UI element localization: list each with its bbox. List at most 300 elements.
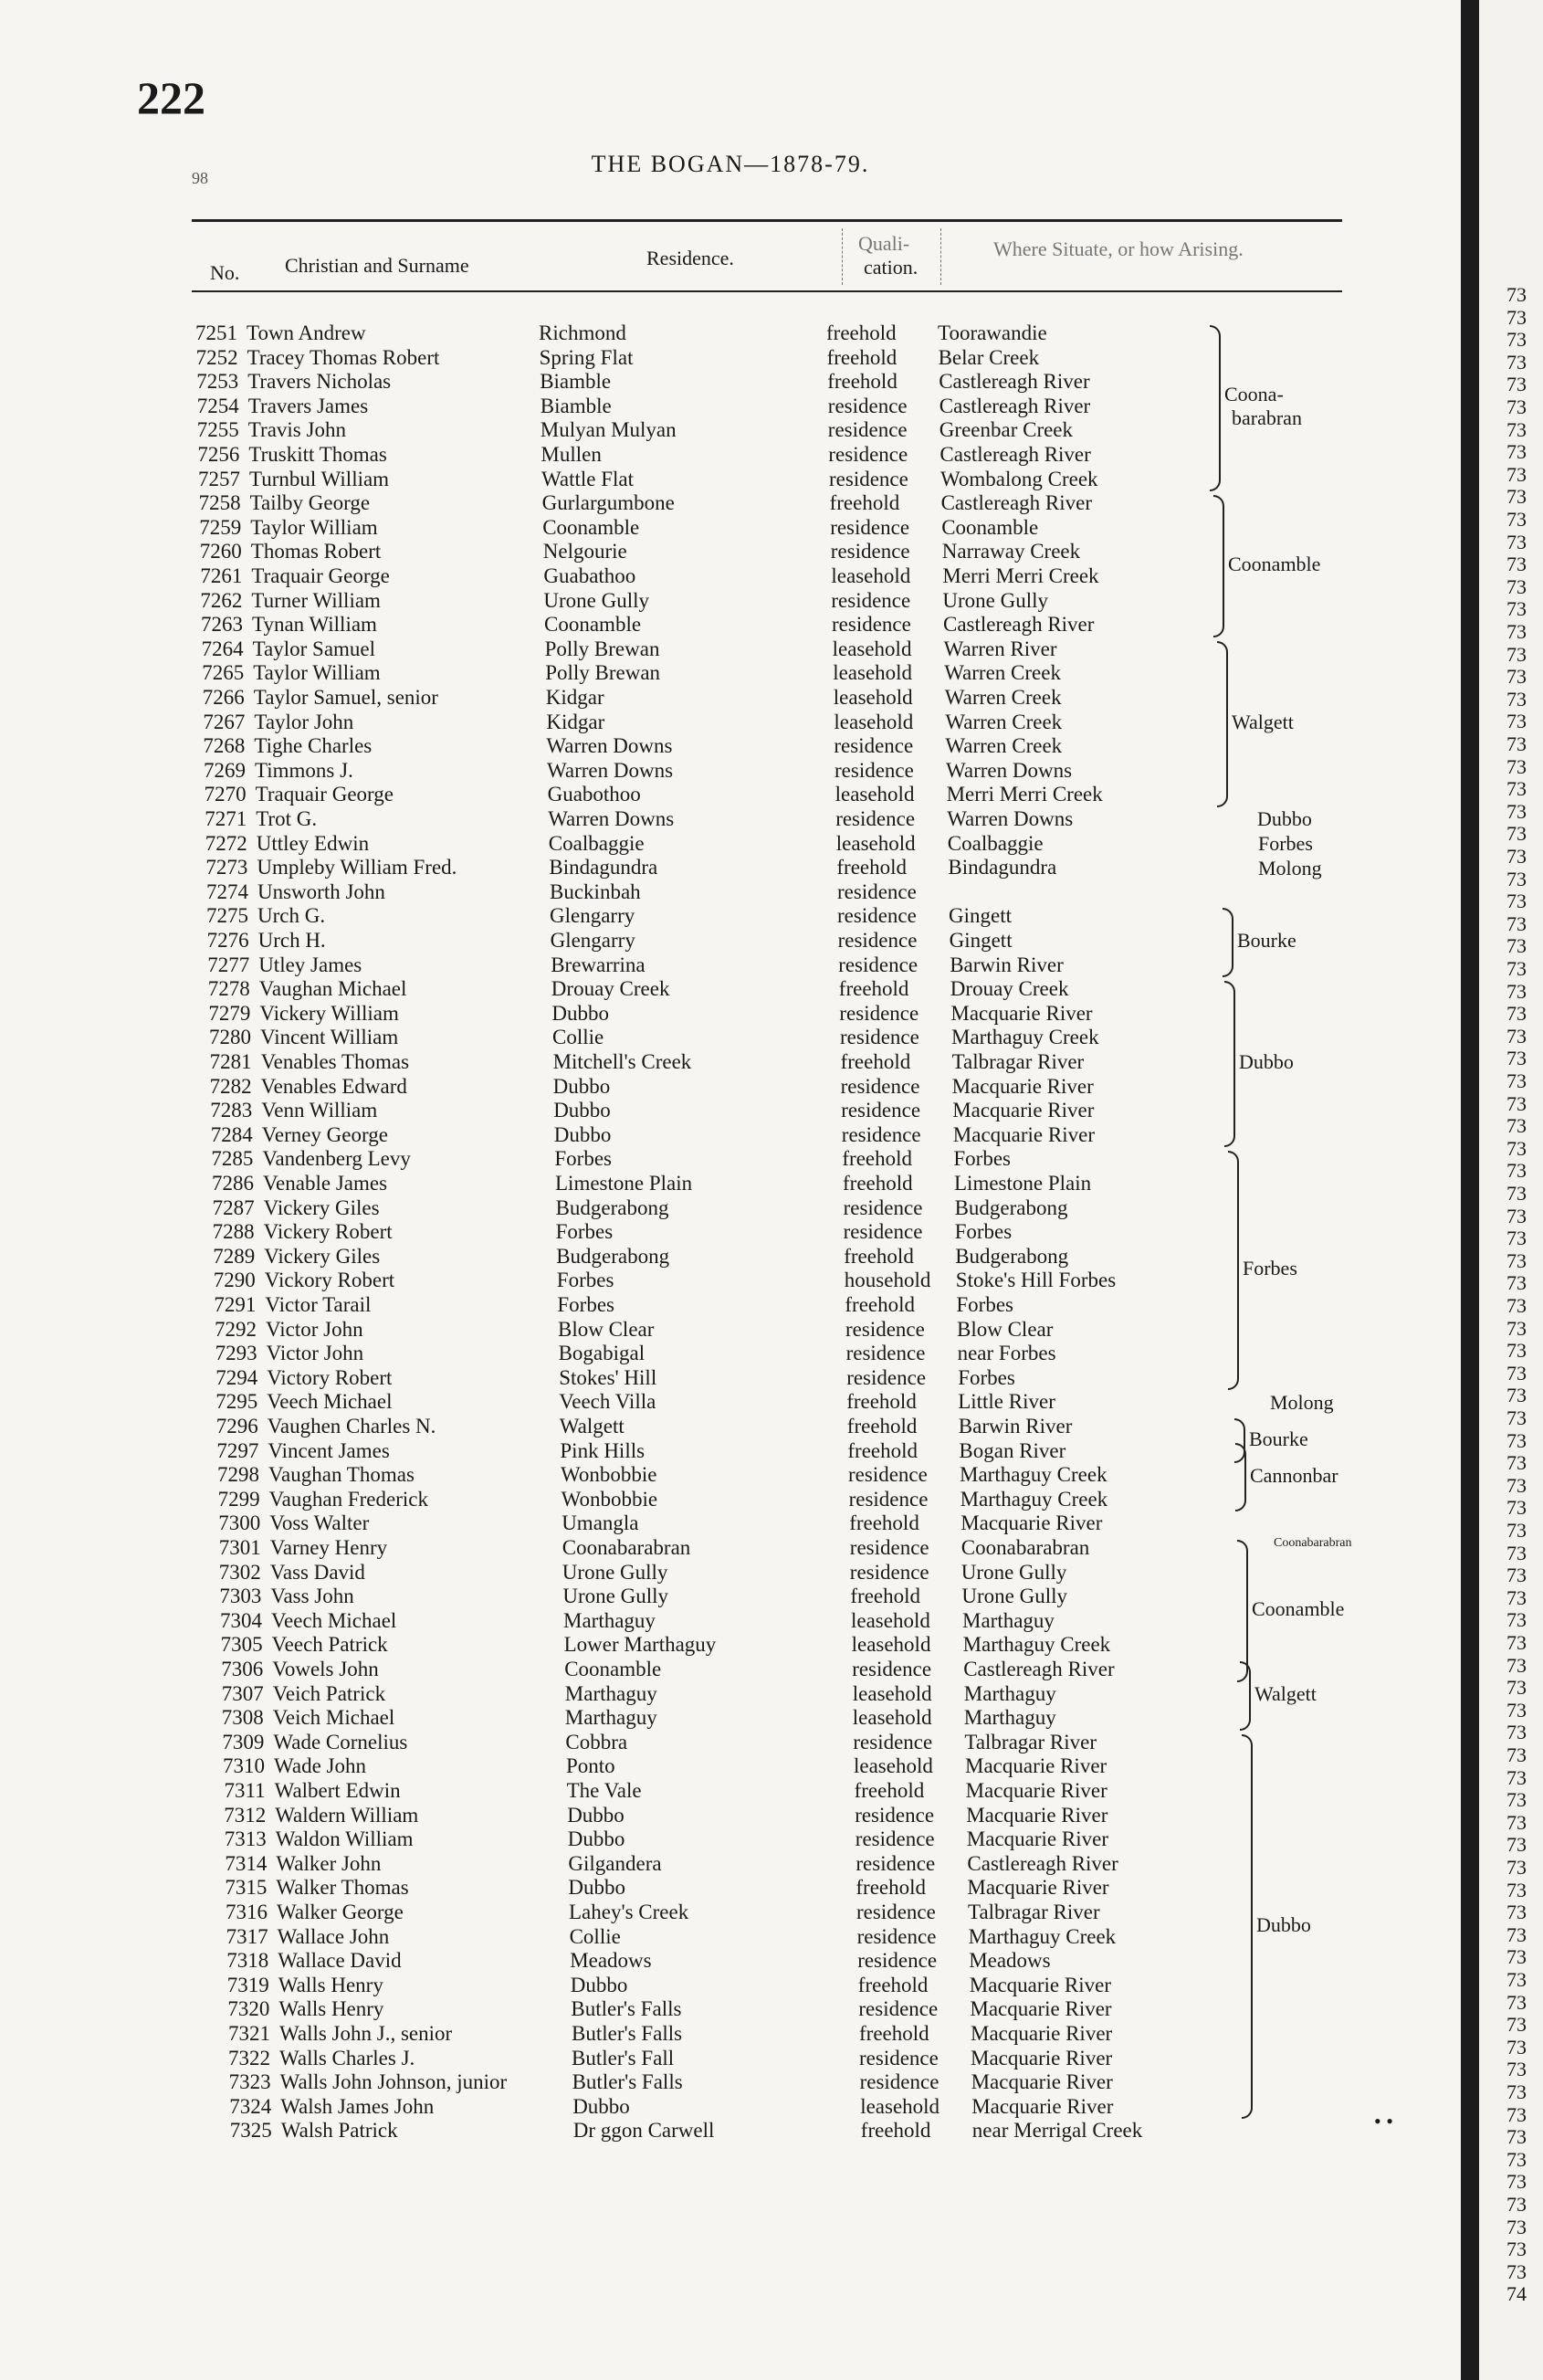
entry-number: 7253 (196, 370, 239, 394)
entry-where-situate: Castlereagh River (967, 1851, 1118, 1875)
entry-number: 7292 (215, 1317, 257, 1341)
facing-page-number: 73 (1506, 508, 1527, 531)
entry-where-situate: Macquarie River (950, 1001, 1093, 1025)
entry-where-situate: near Forbes (957, 1342, 1056, 1365)
entry-residence: Bindagundra (549, 856, 658, 879)
entry-residence: Wonbobbie (561, 1487, 658, 1511)
entry-name: Victory Robert (267, 1365, 393, 1389)
entry-number: 7308 (221, 1706, 264, 1730)
entry-residence: Coonamble (564, 1658, 662, 1680)
district-label: Molong (1258, 856, 1322, 879)
entry-name: Vaughan Michael (258, 977, 407, 1001)
entry-qualification: residence (855, 1827, 935, 1851)
entry-name: Vickery Robert (263, 1220, 393, 1244)
entry-name: Walker George (277, 1901, 404, 1923)
facing-page-number: 73 (1506, 1496, 1527, 1520)
entry-name: Vickery Giles (264, 1244, 381, 1268)
entry-number: 7281 (209, 1050, 252, 1073)
entry-number: 7260 (199, 540, 242, 563)
entry-name: Walker Thomas (276, 1876, 409, 1900)
entry-where-situate: Macquarie River (951, 1074, 1094, 1098)
entry-residence: Butler's Fall (572, 2046, 675, 2069)
entry-name: Veech Patrick (271, 1633, 388, 1657)
entry-residence: Coonabarabran (562, 1536, 691, 1559)
entry-name: Vowels John (272, 1658, 379, 1680)
entry-where-situate: Macquarie River (971, 2070, 1113, 2094)
entry-number: 7314 (225, 1851, 268, 1875)
entry-number: 7264 (201, 637, 244, 660)
entry-qualification: residence (859, 2070, 939, 2094)
entry-where-situate: Castlereagh River (940, 491, 1093, 515)
facing-page-number: 73 (1506, 2080, 1527, 2103)
entry-residence: Coonamble (542, 515, 640, 539)
entry-residence: The Vale (566, 1779, 642, 1802)
entry-qualification: residence (838, 953, 918, 976)
book-gutter (1461, 0, 1479, 2380)
entry-name: Victor John (266, 1317, 363, 1341)
entry-name: Umpleby William Fred. (257, 856, 457, 879)
entry-where-situate: Talbragar River (951, 1050, 1085, 1073)
entry-qualification: residence (857, 1949, 938, 1973)
facing-page-number: 73 (1506, 1339, 1527, 1363)
entry-qualification: freehold (844, 1244, 914, 1268)
entry-residence: Coonamble (544, 613, 642, 637)
district-label: Dubbo (1257, 807, 1312, 831)
entry-where-situate: Castlereagh River (939, 370, 1090, 394)
entry-name: Timmons J. (255, 758, 353, 782)
entry-qualification: freehold (846, 1390, 917, 1414)
col-header-no: No. (210, 261, 240, 284)
entry-number: 7310 (223, 1754, 265, 1778)
entry-qualification: leasehold (833, 686, 913, 709)
entry-number: 7262 (200, 588, 243, 612)
entry-where-situate: Marthaguy Creek (951, 1026, 1099, 1049)
entry-qualification: residence (832, 613, 911, 637)
entry-where-situate: Coalbaggie (947, 831, 1044, 855)
entry-residence: Dr ggon Carwell (572, 2119, 715, 2143)
entry-number: 7313 (224, 1827, 267, 1851)
entry-where-situate: Macquarie River (965, 1754, 1107, 1778)
entry-where-situate: Macquarie River (970, 1997, 1112, 2021)
entry-name: Vaughen Charles N. (267, 1415, 436, 1437)
entry-qualification: leasehold (835, 831, 916, 855)
table-row (0, 807, 1461, 831)
entry-qualification: residence (848, 1463, 928, 1487)
entry-where-situate: Forbes (956, 1293, 1014, 1316)
entry-qualification: residence (848, 1487, 929, 1511)
facing-page-number: 73 (1506, 1136, 1527, 1160)
entry-qualification: residence (852, 1658, 932, 1680)
entry-name: Taylor Samuel (252, 637, 376, 660)
entry-number: 7254 (196, 394, 239, 417)
entry-qualification: residence (859, 2046, 939, 2069)
entry-name: Venables Thomas (260, 1050, 410, 1073)
entry-residence: Butler's Falls (572, 2022, 683, 2045)
entry-number: 7256 (197, 443, 240, 466)
entry-qualification: leasehold (854, 1754, 933, 1778)
facing-page-number: 73 (1506, 328, 1527, 352)
entry-residence: Nelgourie (542, 540, 627, 563)
entry-qualification: freehold (826, 321, 897, 344)
entry-number: 7261 (200, 564, 243, 587)
entry-where-situate: Castlereagh River (939, 394, 1091, 417)
entry-name: Travers Nicholas (247, 370, 392, 394)
entry-number: 7257 (198, 467, 240, 490)
entry-number: 7270 (204, 783, 247, 806)
entry-residence: Dubbo (551, 1001, 610, 1025)
entry-qualification: leasehold (860, 2094, 940, 2118)
table-row (0, 1099, 1461, 1122)
entry-qualification: freehold (859, 2022, 929, 2045)
entry-where-situate: Coonamble (941, 515, 1039, 539)
col-header-where: Where Situate, or how Arising. (993, 237, 1244, 260)
page-title: THE BOGAN—1878-79. (591, 151, 870, 177)
facing-page-number: 73 (1506, 530, 1527, 553)
district-label: Dubbo (1239, 1050, 1294, 1074)
facing-page-number: 73 (1506, 2215, 1527, 2238)
entry-residence: Brewarrina (551, 953, 646, 976)
entry-qualification: residence (834, 734, 914, 758)
page-number: 222 (137, 72, 205, 123)
entry-qualification: freehold (857, 1973, 929, 1996)
entry-number: 7311 (224, 1779, 266, 1802)
district-brace (1242, 1734, 1253, 2120)
entry-where-situate: Marthaguy (963, 1706, 1056, 1730)
entry-where-situate: Macquarie River (971, 2094, 1114, 2118)
entry-residence: Limestone Plain (555, 1172, 693, 1195)
table-row (0, 1123, 1461, 1147)
entry-number: 7307 (221, 1681, 264, 1705)
entry-where-situate: Greenbar Creek (939, 418, 1074, 442)
entry-where-situate: Little River (958, 1390, 1055, 1414)
entry-residence: Budgerabong (556, 1244, 670, 1268)
entry-name: Walls John J., senior (279, 2022, 453, 2045)
entry-qualification: residence (849, 1560, 929, 1584)
entry-qualification: freehold (827, 370, 897, 394)
entry-residence: Wonbobbie (561, 1463, 657, 1487)
entry-name: Utley James (258, 953, 362, 976)
entry-number: 7304 (220, 1608, 262, 1632)
entry-where-situate: Marthaguy (963, 1681, 1056, 1705)
entry-number: 7267 (203, 710, 246, 733)
entry-where-situate: Stoke's Hill Forbes (955, 1269, 1117, 1292)
entry-where-situate: Forbes (954, 1220, 1013, 1244)
entry-qualification: residence (845, 1317, 925, 1341)
entry-name: Walbert Edwin (274, 1779, 401, 1802)
entry-residence: Warren Downs (547, 758, 674, 782)
entry-name: Veech Michael (267, 1390, 393, 1414)
entry-name: Walls Charles J. (279, 2046, 415, 2069)
entry-residence: Urone Gully (543, 588, 650, 612)
table-row (0, 856, 1461, 879)
entry-number: 7287 (212, 1195, 255, 1219)
entry-residence: Cobbra (565, 1730, 628, 1753)
facing-page-number: 73 (1506, 1878, 1527, 1901)
district-brace (1210, 325, 1221, 491)
facing-page-number: 73 (1506, 2259, 1527, 2283)
entry-residence: Gilgandera (568, 1851, 662, 1875)
entry-number: 7305 (220, 1633, 263, 1657)
table-row (0, 880, 1461, 904)
entry-number: 7301 (218, 1536, 261, 1559)
facing-page-number: 73 (1506, 1204, 1527, 1227)
entry-where-situate: Macquarie River (960, 1511, 1103, 1535)
district-brace (1240, 1661, 1251, 1731)
entry-residence: Dubbo (553, 1099, 611, 1122)
entry-name: Verney George (261, 1122, 388, 1146)
entry-number: 7251 (195, 321, 237, 344)
table-row (0, 613, 1461, 637)
entry-qualification: freehold (845, 1293, 916, 1316)
facing-page-number: 73 (1506, 777, 1527, 801)
entry-qualification: residence (855, 1851, 936, 1875)
facing-page-number: 73 (1506, 2170, 1527, 2194)
entry-name: Victor Tarail (265, 1293, 372, 1316)
entry-name: Walls John Johnson, junior (279, 2070, 508, 2094)
entry-qualification: residence (841, 1122, 921, 1146)
entry-number: 7283 (210, 1099, 253, 1122)
entry-number: 7286 (212, 1172, 254, 1195)
district-brace (1224, 981, 1235, 1147)
table-row (0, 1511, 1461, 1535)
entry-residence: Collie (569, 1924, 621, 1948)
entry-residence: Spring Flat (539, 345, 634, 369)
entry-name: Tailby George (249, 491, 371, 515)
entry-where-situate: Marthaguy Creek (960, 1487, 1108, 1511)
entry-name: Vincent William (260, 1026, 399, 1049)
entry-where-situate: Barwin River (950, 953, 1064, 976)
entry-number: 7265 (202, 661, 245, 685)
entry-residence: Urone Gully (562, 1560, 668, 1584)
entry-number: 7322 (228, 2046, 270, 2069)
table-row (0, 759, 1461, 783)
entry-residence: Glengarry (550, 929, 635, 952)
entry-number: 7285 (211, 1147, 254, 1171)
facing-page-number: 73 (1506, 1519, 1527, 1542)
entry-where-situate: Talbragar River (968, 1901, 1100, 1923)
entry-where-situate: Macquarie River (971, 2046, 1113, 2069)
entry-residence: Guabothoo (547, 783, 641, 806)
header-bottom-rule (192, 290, 1342, 292)
facing-page-number: 73 (1506, 754, 1527, 778)
entry-number: 7289 (213, 1244, 256, 1268)
district-label: Cannonbar (1250, 1463, 1338, 1487)
entry-residence: Mullen (541, 443, 602, 466)
entry-number: 7299 (217, 1487, 260, 1511)
entry-qualification: residence (830, 515, 910, 539)
entry-residence: Marthaguy (564, 1706, 657, 1730)
facing-page-number: 73 (1506, 1091, 1527, 1115)
entry-where-situate: Macquarie River (971, 2022, 1113, 2045)
table-row (0, 443, 1461, 467)
col-header-qual: Quali- (858, 232, 910, 255)
facing-page-number: 73 (1506, 911, 1527, 935)
entry-number: 7273 (205, 856, 248, 879)
facing-page-number: 73 (1506, 1451, 1527, 1475)
facing-page-number: 73 (1506, 1945, 1527, 1969)
district-label: Coona- (1224, 383, 1284, 406)
entry-qualification: freehold (846, 1415, 918, 1437)
entry-number: 7309 (222, 1730, 265, 1753)
entry-number: 7325 (229, 2119, 272, 2143)
facing-page-number: 73 (1506, 462, 1527, 486)
facing-page-number: 73 (1506, 1698, 1527, 1722)
entry-name: Traquair George (251, 564, 390, 587)
entry-residence: Guabathoo (543, 564, 636, 587)
entry-where-situate: Urone Gully (961, 1585, 1068, 1608)
entry-qualification: leasehold (833, 661, 913, 685)
entry-number: 7255 (196, 418, 239, 442)
entry-qualification: residence (828, 443, 908, 466)
facing-page-number: 73 (1506, 1676, 1527, 1700)
facing-page-number: 73 (1506, 1294, 1527, 1317)
entry-number: 7282 (209, 1074, 252, 1098)
entry-name: Vaughan Frederick (268, 1487, 428, 1511)
facing-page-number: 73 (1506, 1114, 1527, 1138)
facing-page-number: 73 (1506, 799, 1527, 823)
entry-number: 7317 (226, 1924, 268, 1948)
entry-residence: Forbes (555, 1220, 614, 1244)
entry-qualification: residence (827, 394, 908, 417)
facing-page-number: 73 (1506, 1833, 1527, 1857)
entry-number: 7272 (205, 831, 247, 855)
entry-number: 7318 (226, 1949, 269, 1973)
entry-residence: Dubbo (567, 1827, 625, 1851)
facing-page-number: 73 (1506, 1564, 1527, 1587)
entry-where-situate: Bindagundra (948, 856, 1057, 879)
entry-qualification: residence (831, 588, 911, 612)
facing-page-number: 73 (1506, 2102, 1527, 2126)
facing-page-number: 73 (1506, 553, 1527, 576)
facing-page-number: 73 (1506, 395, 1527, 418)
entry-qualification: residence (840, 1074, 920, 1098)
facing-page-number: 73 (1506, 642, 1527, 666)
table-row (0, 1147, 1461, 1171)
entry-where-situate: Blow Clear (957, 1317, 1054, 1341)
district-label: Walgett (1232, 710, 1294, 733)
entry-residence: Glengarry (550, 904, 635, 928)
table-row (0, 783, 1461, 806)
entry-name: Town Andrew (247, 321, 366, 344)
entry-residence: Dubbo (553, 1122, 612, 1146)
facing-page-number: 73 (1506, 1406, 1527, 1429)
entry-number: 7312 (224, 1803, 267, 1827)
entry-residence: Meadows (570, 1949, 652, 1973)
entry-residence: Mulyan Mulyan (540, 418, 677, 442)
table-row (0, 1390, 1461, 1414)
entry-residence: Marthaguy (564, 1681, 657, 1705)
entry-qualification: residence (853, 1730, 933, 1753)
entry-where-situate: Warren Downs (947, 807, 1074, 830)
district-brace (1228, 1151, 1239, 1390)
entry-where-situate: Urone Gully (942, 588, 1049, 612)
entry-number: 7315 (225, 1876, 268, 1900)
entry-number: 7277 (207, 953, 250, 976)
entry-residence: Butler's Falls (571, 1997, 682, 2021)
entry-name: Uttley Edwin (256, 831, 370, 855)
entry-name: Urch G. (257, 904, 326, 928)
facing-page-number: 73 (1506, 1271, 1527, 1295)
entry-qualification: leasehold (851, 1633, 931, 1657)
facing-page-number: 73 (1506, 1002, 1527, 1026)
facing-page-number: 73 (1506, 1810, 1527, 1834)
entry-where-situate: Budgerabong (955, 1244, 1069, 1268)
district-label-line2: barabran (1232, 406, 1302, 430)
facing-page-number: 73 (1506, 1159, 1527, 1183)
table-row (0, 832, 1461, 856)
facing-page-number: 73 (1506, 1024, 1527, 1048)
facing-page-number: 73 (1506, 845, 1527, 868)
entry-residence: Urone Gully (562, 1585, 669, 1608)
entry-where-situate: Coonabarabran (960, 1536, 1090, 1559)
entry-name: Vincent James (268, 1438, 390, 1462)
facing-page-number: 73 (1506, 1182, 1527, 1205)
entry-residence: Biamble (540, 394, 612, 417)
entry-where-situate: Budgerabong (954, 1195, 1068, 1219)
district-label: Bourke (1237, 929, 1296, 953)
entry-number: 7274 (206, 879, 248, 903)
entry-qualification: residence (841, 1099, 921, 1122)
entry-number: 7321 (228, 2022, 270, 2045)
district-label: Coonamble (1252, 1596, 1345, 1620)
entry-number: 7288 (212, 1220, 255, 1244)
facing-page-number: 73 (1506, 822, 1527, 846)
facing-page-number: 74 (1506, 2282, 1527, 2306)
entry-where-situate: Toorawandie (938, 321, 1047, 344)
entry-number: 7279 (208, 1001, 251, 1025)
entry-residence: Marthaguy (563, 1608, 656, 1632)
entry-number: 7319 (226, 1973, 269, 1996)
facing-page-number: 73 (1506, 620, 1527, 643)
entry-where-situate: Forbes (953, 1147, 1012, 1171)
entry-qualification: residence (834, 758, 914, 782)
entry-qualification: residence (856, 1901, 936, 1923)
table-row (0, 734, 1461, 758)
entry-where-situate: Warren Creek (945, 734, 1063, 758)
table-row (0, 977, 1461, 1001)
entry-residence: Dubbo (568, 1876, 626, 1900)
facing-page-number: 73 (1506, 1428, 1527, 1452)
entry-where-situate: Castlereagh River (963, 1658, 1115, 1680)
entry-residence: Wattle Flat (541, 467, 634, 490)
facing-page-number: 73 (1506, 1473, 1527, 1497)
district-label: Dubbo (1256, 1912, 1311, 1936)
district-label: Coonabarabran (1274, 1536, 1352, 1551)
col-header-qual-2: cation. (864, 256, 918, 279)
entry-name: Waldern William (275, 1803, 419, 1827)
district-label: Molong (1270, 1390, 1334, 1414)
facing-page-number: 73 (1506, 710, 1527, 733)
entry-qualification: freehold (860, 2119, 931, 2143)
entry-where-situate: Warren Creek (944, 686, 1062, 709)
entry-qualification: freehold (838, 977, 909, 1001)
entry-number: 7302 (218, 1560, 261, 1584)
entry-where-situate: Drouay Creek (950, 977, 1069, 1001)
entry-number: 7268 (203, 734, 246, 758)
entry-qualification: leasehold (834, 783, 915, 806)
entry-qualification: residence (840, 1026, 919, 1049)
district-brace (1223, 908, 1233, 977)
table-row (0, 346, 1461, 370)
entry-number: 7294 (215, 1365, 258, 1389)
entry-number: 7263 (201, 613, 243, 637)
entry-qualification: leasehold (852, 1681, 932, 1705)
entry-residence: Stokes' Hill (559, 1365, 657, 1389)
table-row (0, 516, 1461, 540)
entry-where-situate: Marthaguy Creek (960, 1463, 1107, 1487)
facing-page-number: 73 (1506, 1765, 1527, 1789)
entry-name: Taylor William (250, 515, 378, 539)
